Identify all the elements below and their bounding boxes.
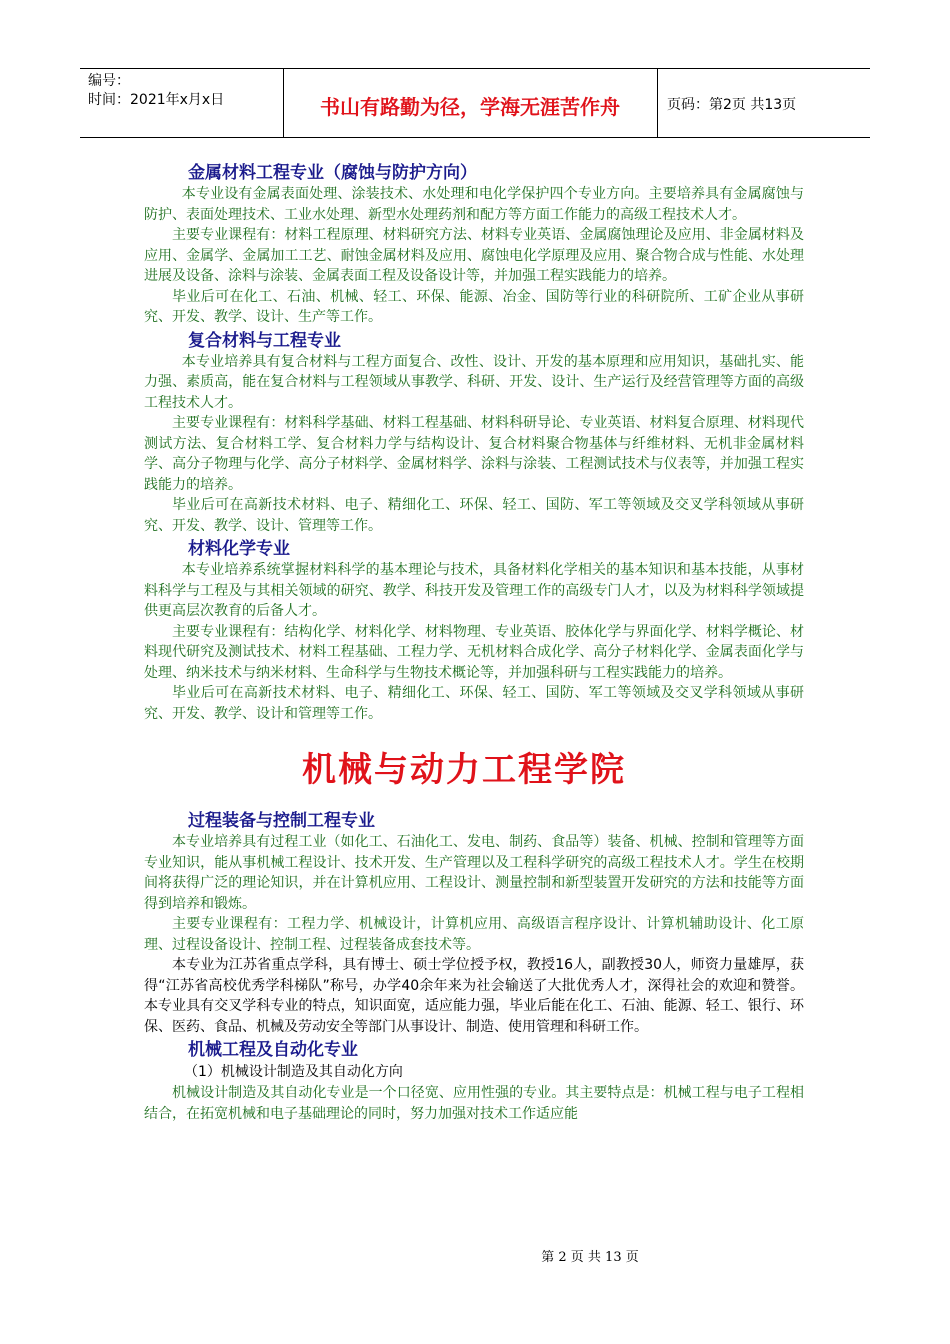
paragraph: 本专业培养系统掌握材料科学的基本理论与技术，具备材料化学相关的基本知识和基本技能，从事材料科学与工程及与其相关领域的研究、教学、科技开发及管理工作的高级专门人才，以及为材料科学领域提供更高层次教育的后备人才。 — [144, 562, 804, 619]
paragraph: 主要专业课程有：材料科学基础、材料工程基础、材料科研导论、专业英语、材料复合原理、材料现代测试方法、复合材料工学、复合材料力学与结构设计、复合材料聚合物基体与纤维材料、无机非金属材料学、高分子物理与化学、高分子材料学、金属材料学、涂料与涂装、工程测试技术与仪表等，并加强工程实践能力的培养。 — [144, 415, 804, 493]
paragraph: 毕业后可在高新技术材料、电子、精细化工、环保、轻工、国防、军工等领域及交叉学科领域从事研究、开发、教学、设计和管理等工作。 — [144, 685, 804, 722]
section-process-equipment — [144, 808, 804, 1037]
section-mechanical-engineering — [144, 1037, 804, 1124]
paragraph: 毕业后可在高新技术材料、电子、精细化工、环保、轻工、国防、军工等领域及交叉学科领域从事研究、开发、教学、设计、管理等工作。 — [144, 497, 804, 534]
college-title: 机械与动力工程学院 — [302, 750, 626, 790]
page-footer: 第 2 页 共 13 页 — [541, 1250, 639, 1265]
paragraph: 主要专业课程有：结构化学、材料化学、材料物理、专业英语、胶体化学与界面化学、材料学概论、材料现代研究及测试技术、材料工程基础、工程力学、无机材料合成化学、高分子材料化学、金属表面化学与处理、纳米技术与纳米材料、生命科学与生物技术概论等，并加强科研与工程实践能力的培养。 — [144, 623, 804, 681]
section-title: 复合材料与工程专业 — [188, 330, 341, 351]
section-title: 材料化学专业 — [188, 539, 290, 559]
header-motto: 书山有路勤为径，学海无涯苦作舟 — [320, 95, 620, 119]
document-number-label: 编号： — [88, 73, 130, 89]
paragraph: 本专业设有金属表面处理、涂装技术、水处理和电化学保护四个专业方向。主要培养具有金属腐蚀与防护、表面处理技术、工业水处理、新型水处理药剂和配方等方面工作能力的高级工程技术人才。 — [144, 186, 804, 223]
paragraph: 本专业培养具有复合材料与工程方面复合、改性、设计、开发的基本原理和应用知识，基础扎实、能力强、素质高，能在复合材料与工程领域从事教学、科研、开发、设计、生产运行及经营管理等方面的高级工程技术人才。 — [144, 353, 804, 411]
section-title: 金属材料工程专业（腐蚀与防护方向） — [188, 163, 477, 183]
section-title: 机械工程及自动化专业 — [188, 1040, 358, 1060]
header-meta-cell — [80, 69, 284, 137]
section-title: 过程装备与控制工程专业 — [188, 811, 375, 831]
paragraph: 主要专业课程有：工程力学、机械设计，计算机应用、高级语言程序设计、计算机辅助设计、化工原理、过程设备设计、控制工程、过程装备成套技术等。 — [144, 916, 804, 953]
paragraph: 主要专业课程有：材料工程原理、材料研究方法、材料专业英语、金属腐蚀理论及应用、非金属材料及应用、金属学、金属加工工艺、耐蚀金属材料及应用、腐蚀电化学原理及应用、聚合物合成与性能、水处理进展及设备、涂料与涂装、金属表面工程及设备设计等，并加强工程实践能力的培养。 — [144, 227, 804, 284]
header-motto-cell — [283, 69, 658, 137]
header-page-info: 页码：第2页 共13页 — [667, 97, 797, 113]
section-materials-chemistry — [144, 536, 804, 724]
paragraph: 本专业为江苏省重点学科，具有博士、硕士学位授予权，教授16人，副教授30人，师资力量雄厚，获得“江苏省高校优秀学科梯队”称号，办学40余年来为社会输送了大批优秀人才，深得社会的欢迎和赞誉。本专业具有交叉学科专业的特点，知识面宽，适应能力强，毕业后能在化工、石油、能源、轻工、银行、环保、医药、食品、机械及劳动安全等部门从事设计、制造、使用管理和科研工作。 — [144, 957, 804, 1035]
document-date: 时间：2021年x月x日 — [88, 92, 225, 108]
subsection-title: （1）机械设计制造及其自动化方向 — [184, 1064, 403, 1080]
document-body — [144, 160, 804, 1124]
paragraph: 机械设计制造及其自动化专业是一个口径宽、应用性强的专业。其主要特点是：机械工程与电子工程相结合，在拓宽机械和电子基础理论的同时，努力加强对技术工作适应能 — [144, 1085, 804, 1122]
section-composite-materials — [144, 328, 804, 537]
paragraph: 本专业培养具有过程工业（如化工、石油化工、发电、制药、食品等）装备、机械、控制和管理等方面专业知识，能从事机械工程设计、技术开发、生产管理以及工程科学研究的高级工程技术人才。学生在校期间将获得广泛的理论知识，并在计算机应用、工程设计、测量控制和新型装置开发研究的方法和技能等方面得到培养和锻炼。 — [144, 834, 804, 912]
header-page-cell — [657, 69, 870, 137]
section-metal-materials — [144, 160, 804, 328]
page-header — [80, 68, 870, 138]
paragraph: 毕业后可在化工、石油、机械、轻工、环保、能源、冶金、国防等行业的科研院所、工矿企业从事研究、开发、教学、设计、生产等工作。 — [144, 288, 804, 325]
